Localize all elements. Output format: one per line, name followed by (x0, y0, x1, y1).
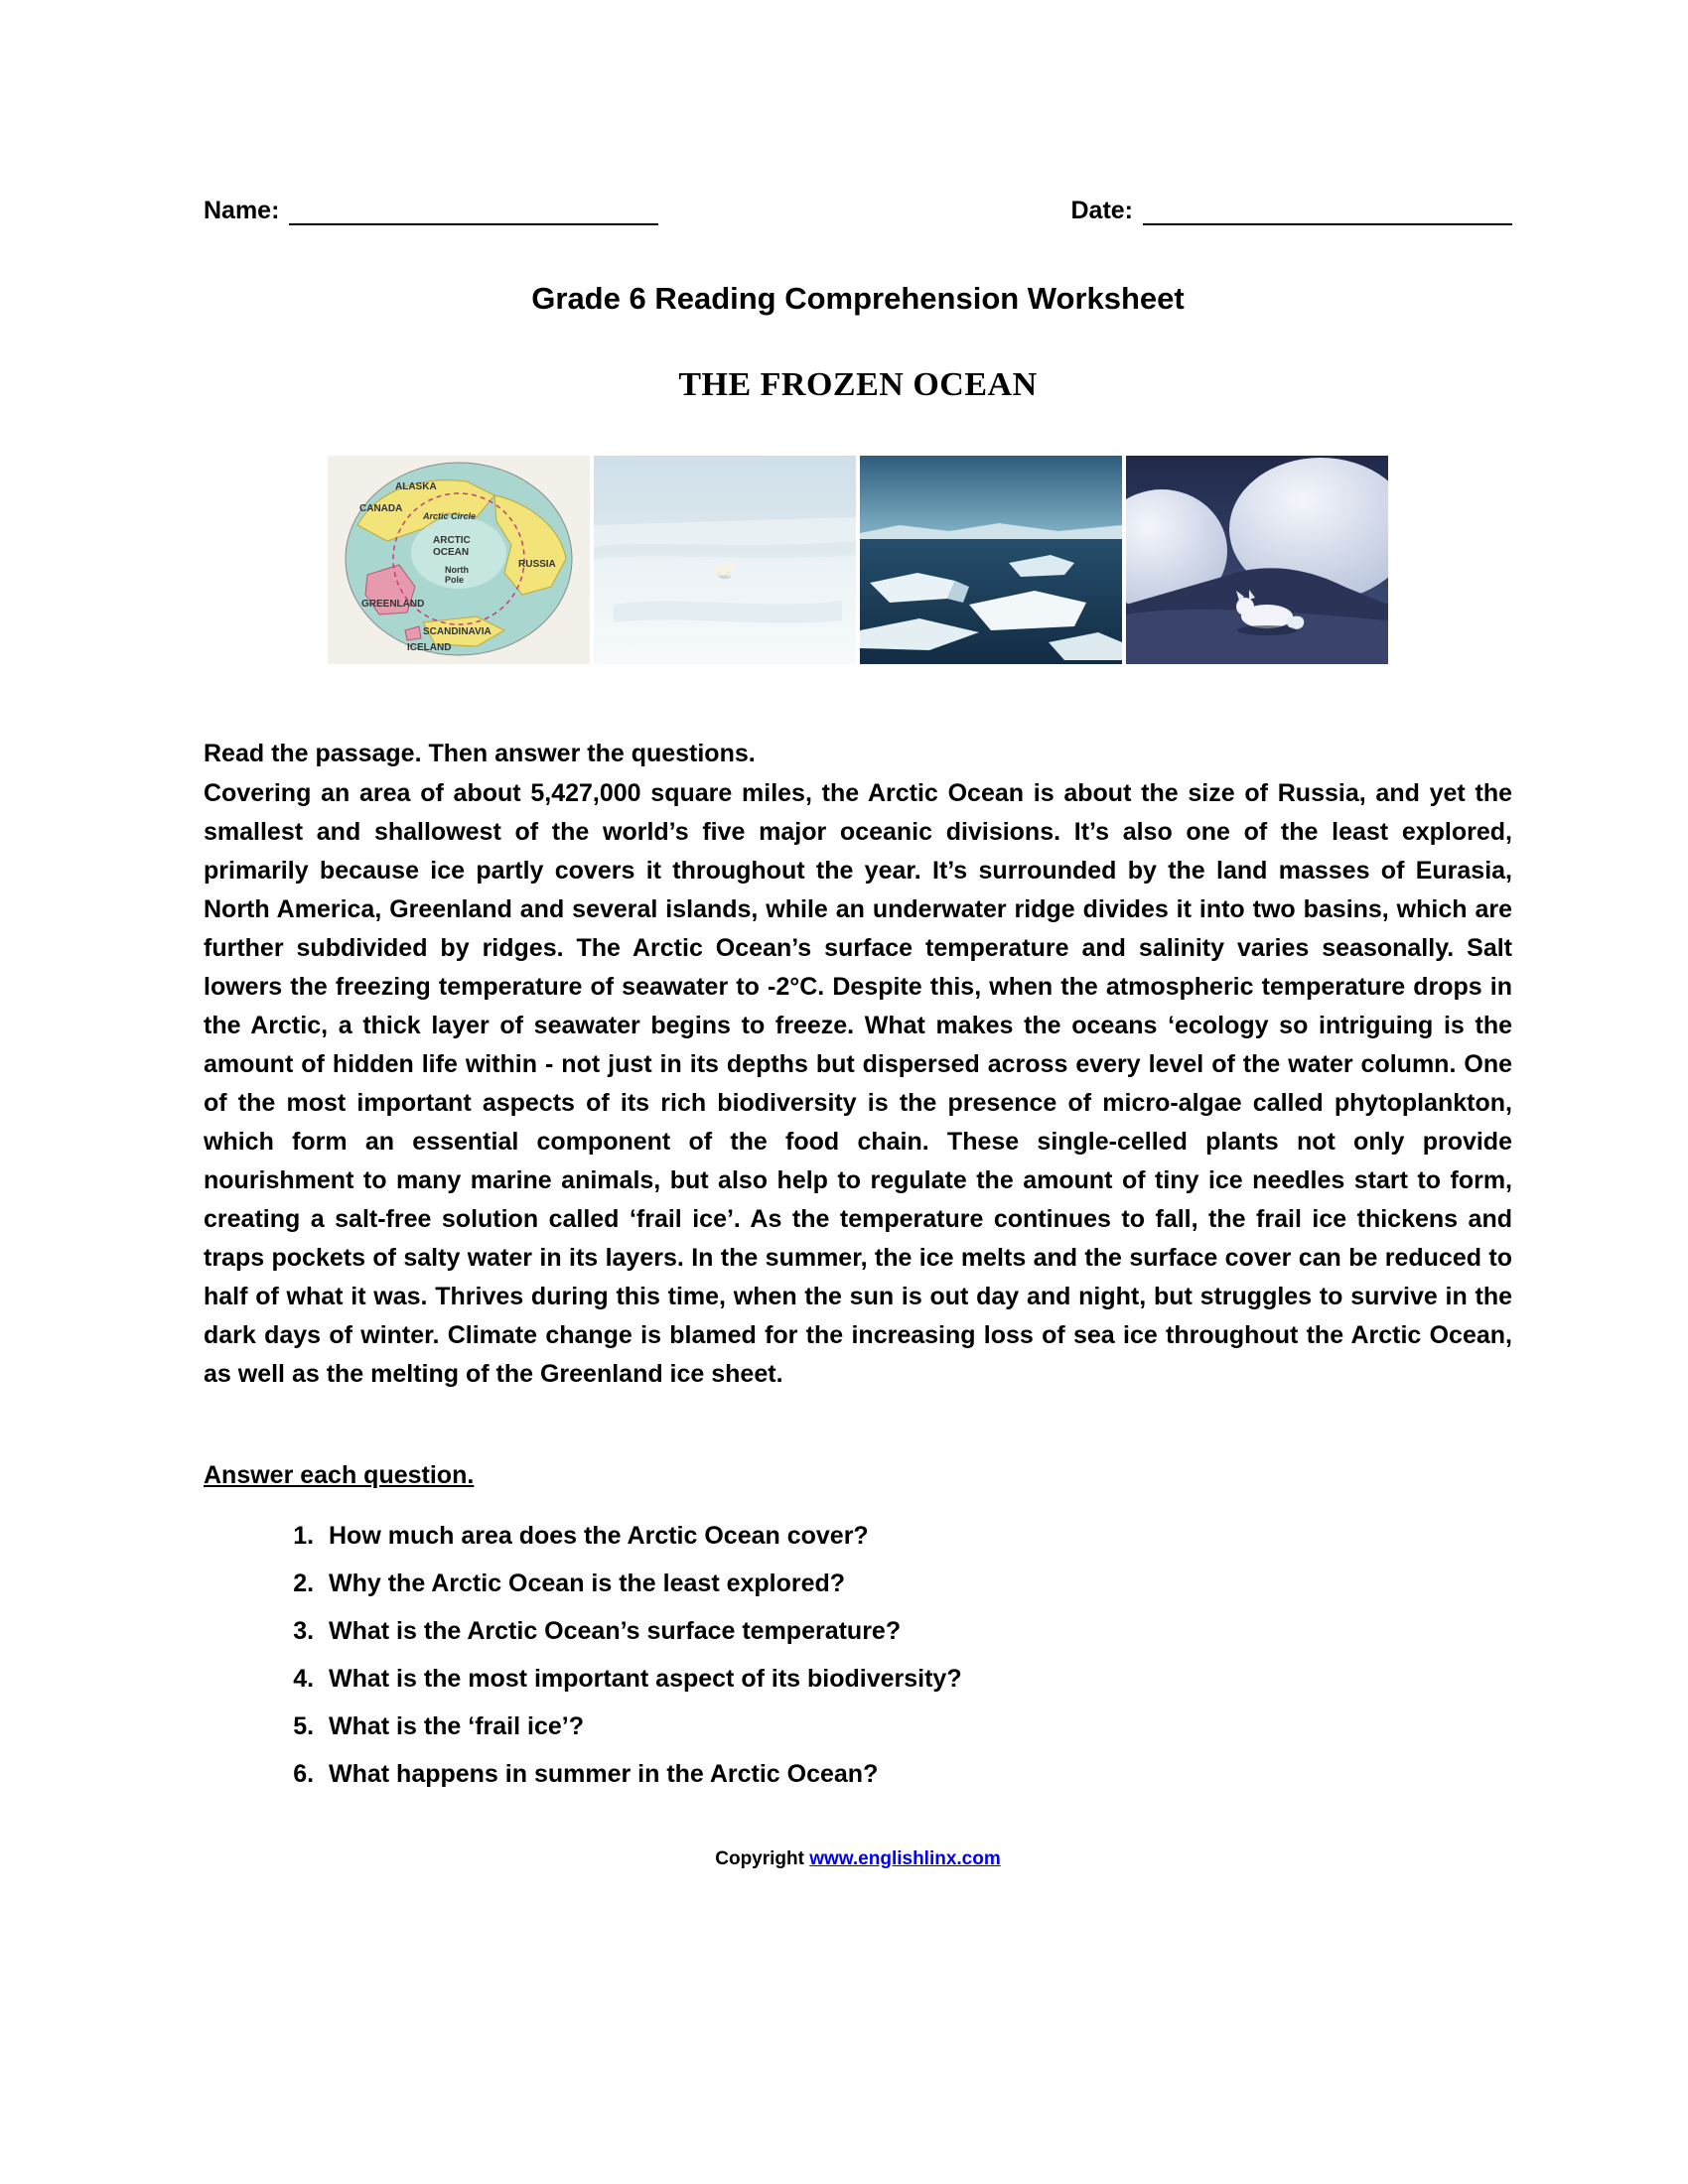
passage-section (204, 740, 1512, 1394)
date-label: Date: (1070, 197, 1133, 224)
map-label-greenland: GREENLAND (361, 599, 425, 610)
map-label-north-pole: North (445, 565, 469, 575)
name-blank-line (289, 198, 658, 225)
worksheet-title: Grade 6 Reading Comprehension Worksheet (531, 281, 1185, 316)
ocean-ice-image (860, 456, 1122, 664)
footer (204, 1848, 1512, 1870)
question-item-3: 3. What is the Arctic Ocean’s surface temperature? (321, 1615, 1512, 1648)
polar-bear-image (594, 456, 856, 664)
name-date-row (204, 197, 1512, 225)
copyright-link[interactable]: www.englishlinx.com (809, 1848, 1001, 1869)
map-label-scandinavia: SCANDINAVIA (423, 626, 492, 637)
name-label: Name: (204, 197, 280, 224)
map-label-arctic-ocean2: OCEAN (433, 547, 470, 558)
question-item-4: 4. What is the most important aspect of its biodiversity? (321, 1663, 1512, 1696)
map-label-canada: CANADA (359, 503, 403, 514)
question-item-6: 6. What happens in summer in the Arctic Ocean? (321, 1758, 1512, 1791)
arctic-fox-icon (1126, 456, 1388, 664)
worksheet-subtitle: THE FROZEN OCEAN (678, 366, 1038, 403)
image-strip (204, 456, 1512, 664)
question-item-2: 2. Why the Arctic Ocean is the least explored? (321, 1568, 1512, 1600)
questions-heading: Answer each question. (204, 1461, 475, 1489)
map-label-arctic-ocean: ARCTIC (433, 535, 471, 546)
question-item-1: 1. How much area does the Arctic Ocean cover? (321, 1520, 1512, 1553)
arctic-fox-image (1126, 456, 1388, 664)
map-label-north-pole2: Pole (445, 575, 465, 585)
passage-instruction: Read the passage. Then answer the questions. (204, 740, 756, 767)
arctic-map-image (328, 456, 590, 664)
date-blank-line (1143, 198, 1512, 225)
ocean-ice-icon (860, 456, 1122, 664)
passage-body: Covering an area of about 5,427,000 square miles, the Arctic Ocean is about the size of Russia, and yet the smallest and shallowest of the world’s five major oceanic divisions. It’s also one of the least explored, primarily because ice partly covers it throughout the year. It’s surrounded by the land masses of Eurasia, North America, Greenland and several islands, while an underwater ridge divides it into two basins, which are further subdivided by ridges. The Arctic Ocean’s surface temperature and salinity varies seasonally. Salt lowers the freezing temperature of seawater to -2°C. Despite this, when the atmospheric temperature drops in the Arctic, a thick layer of seawater begins to freeze. What makes the oceans ‘ecology so intriguing is the amount of hidden life within - not just in its depths but dispersed across every level of the water column. One of the most important aspects of its rich biodiversity is the presence of micro-algae called phytoplankton, which form an essential component of the food chain. These single-celled plants not only provide nourishment to many marine animals, but also help to regulate the amount of tiny ice needles start to form, creating a salt-free solution called ‘frail ice’. As the temperature continues to fall, the frail ice thickens and traps pockets of salty water in its layers. In the summer, the ice melts and the surface cover can be reduced to half of what it was. Thrives during this time, when the sun is out day and night, but struggles to survive in the dark days of winter. Climate change is blamed for the increasing loss of sea ice throughout the Arctic Ocean, as well as the melting of the Greenland ice sheet. (204, 779, 1512, 1388)
arctic-map-icon (328, 456, 590, 664)
copyright-text: Copyright (715, 1848, 810, 1869)
polar-bear-icon (594, 456, 856, 664)
map-label-iceland: ICELAND (407, 642, 452, 653)
map-label-arctic-circle: Arctic Circle (423, 511, 477, 521)
map-label-alaska: ALASKA (395, 481, 437, 492)
question-item-5: 5. What is the ‘frail ice’? (321, 1710, 1512, 1743)
questions-list (204, 1520, 1512, 1791)
map-label-russia: RUSSIA (518, 559, 556, 570)
